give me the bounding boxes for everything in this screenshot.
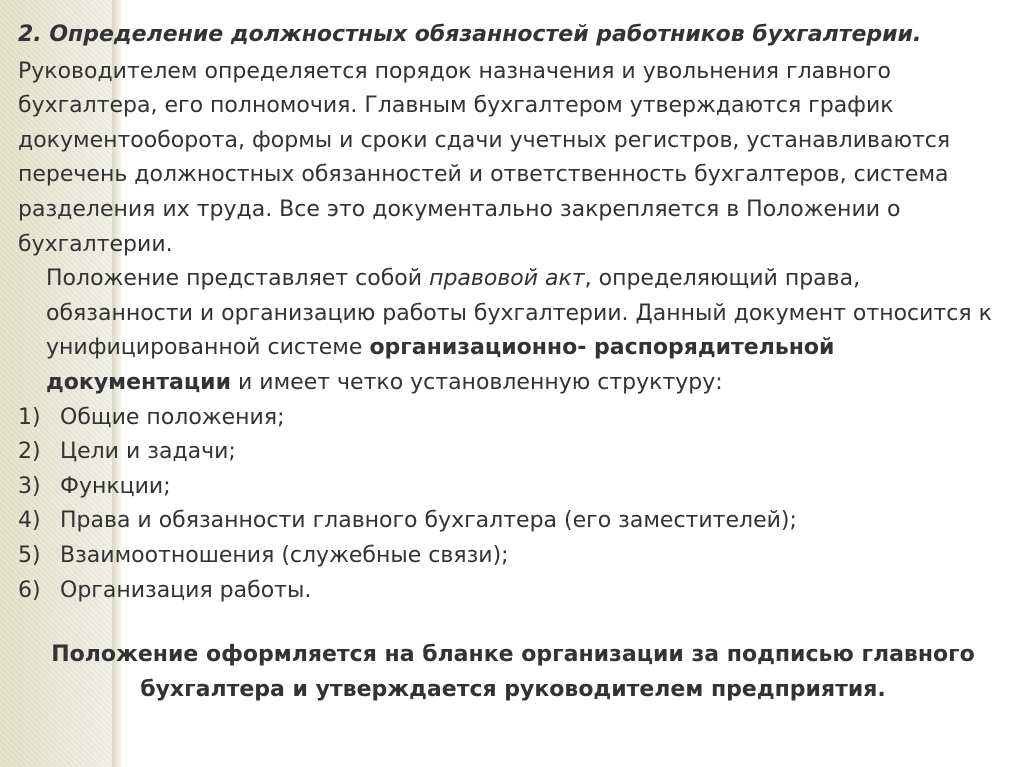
paragraph-regulation-italic: правовой акт — [429, 266, 585, 292]
paragraph-regulation-text-3: и имеет четко установленную структуру: — [231, 369, 723, 395]
list-item-text: Взаимоотношения (служебные связи); — [60, 542, 509, 568]
heading-number: 2. — [18, 22, 42, 47]
list-item-text: Права и обязанности главного бухгалтера (его заместителей); — [60, 508, 797, 534]
section-heading — [18, 18, 1008, 53]
list-item — [18, 401, 1008, 436]
list-item — [18, 574, 1008, 609]
paragraph-regulation — [18, 262, 1008, 400]
paragraph-responsibilities: Руководителем определяется порядок назначения и увольнения главного бухгалтера, его полномочия. Главным бухгалтером утверждаются график документооборота, формы и сроки сдачи учетных регистров, устанавливаются перечень должностных обязанностей и ответственность бухгалтеров, система разделения их труда. Все это документально закрепляется в Положении о бухгалтерии. — [18, 58, 951, 257]
paragraph-regulation-text-2: , определяющий права, обязанности и организацию работы бухгалтерии. Данный документ относится к унифицированной системе — [46, 266, 992, 361]
structure-list — [18, 401, 1008, 609]
list-item — [18, 435, 1008, 470]
list-item-number: 4) — [18, 508, 41, 534]
list-item-number: 6) — [18, 577, 41, 603]
list-item-text: Организация работы. — [60, 577, 312, 603]
paragraph-regulation-text-1: Положение представляет собой — [46, 266, 430, 292]
paragraph-regulation-bold: организационно- распорядительной документации — [46, 335, 835, 395]
slide-content — [18, 18, 1008, 707]
list-item — [18, 504, 1008, 539]
list-item-text: Общие положения; — [60, 404, 285, 430]
list-item-number: 3) — [18, 473, 41, 499]
list-item-number: 1) — [18, 404, 41, 430]
list-item — [18, 470, 1008, 505]
list-item-number: 2) — [18, 439, 41, 465]
list-item-text: Функции; — [60, 473, 171, 499]
list-item-text: Цели и задачи; — [60, 439, 236, 465]
footer-note: Положение оформляется на бланке организации за подписью главного бухгалтера и утверждается руководителем предприятия. — [51, 642, 975, 702]
heading-title: Определение должностных обязанностей работников бухгалтерии. — [49, 22, 922, 47]
list-item — [18, 539, 1008, 574]
list-item-number: 5) — [18, 542, 41, 568]
